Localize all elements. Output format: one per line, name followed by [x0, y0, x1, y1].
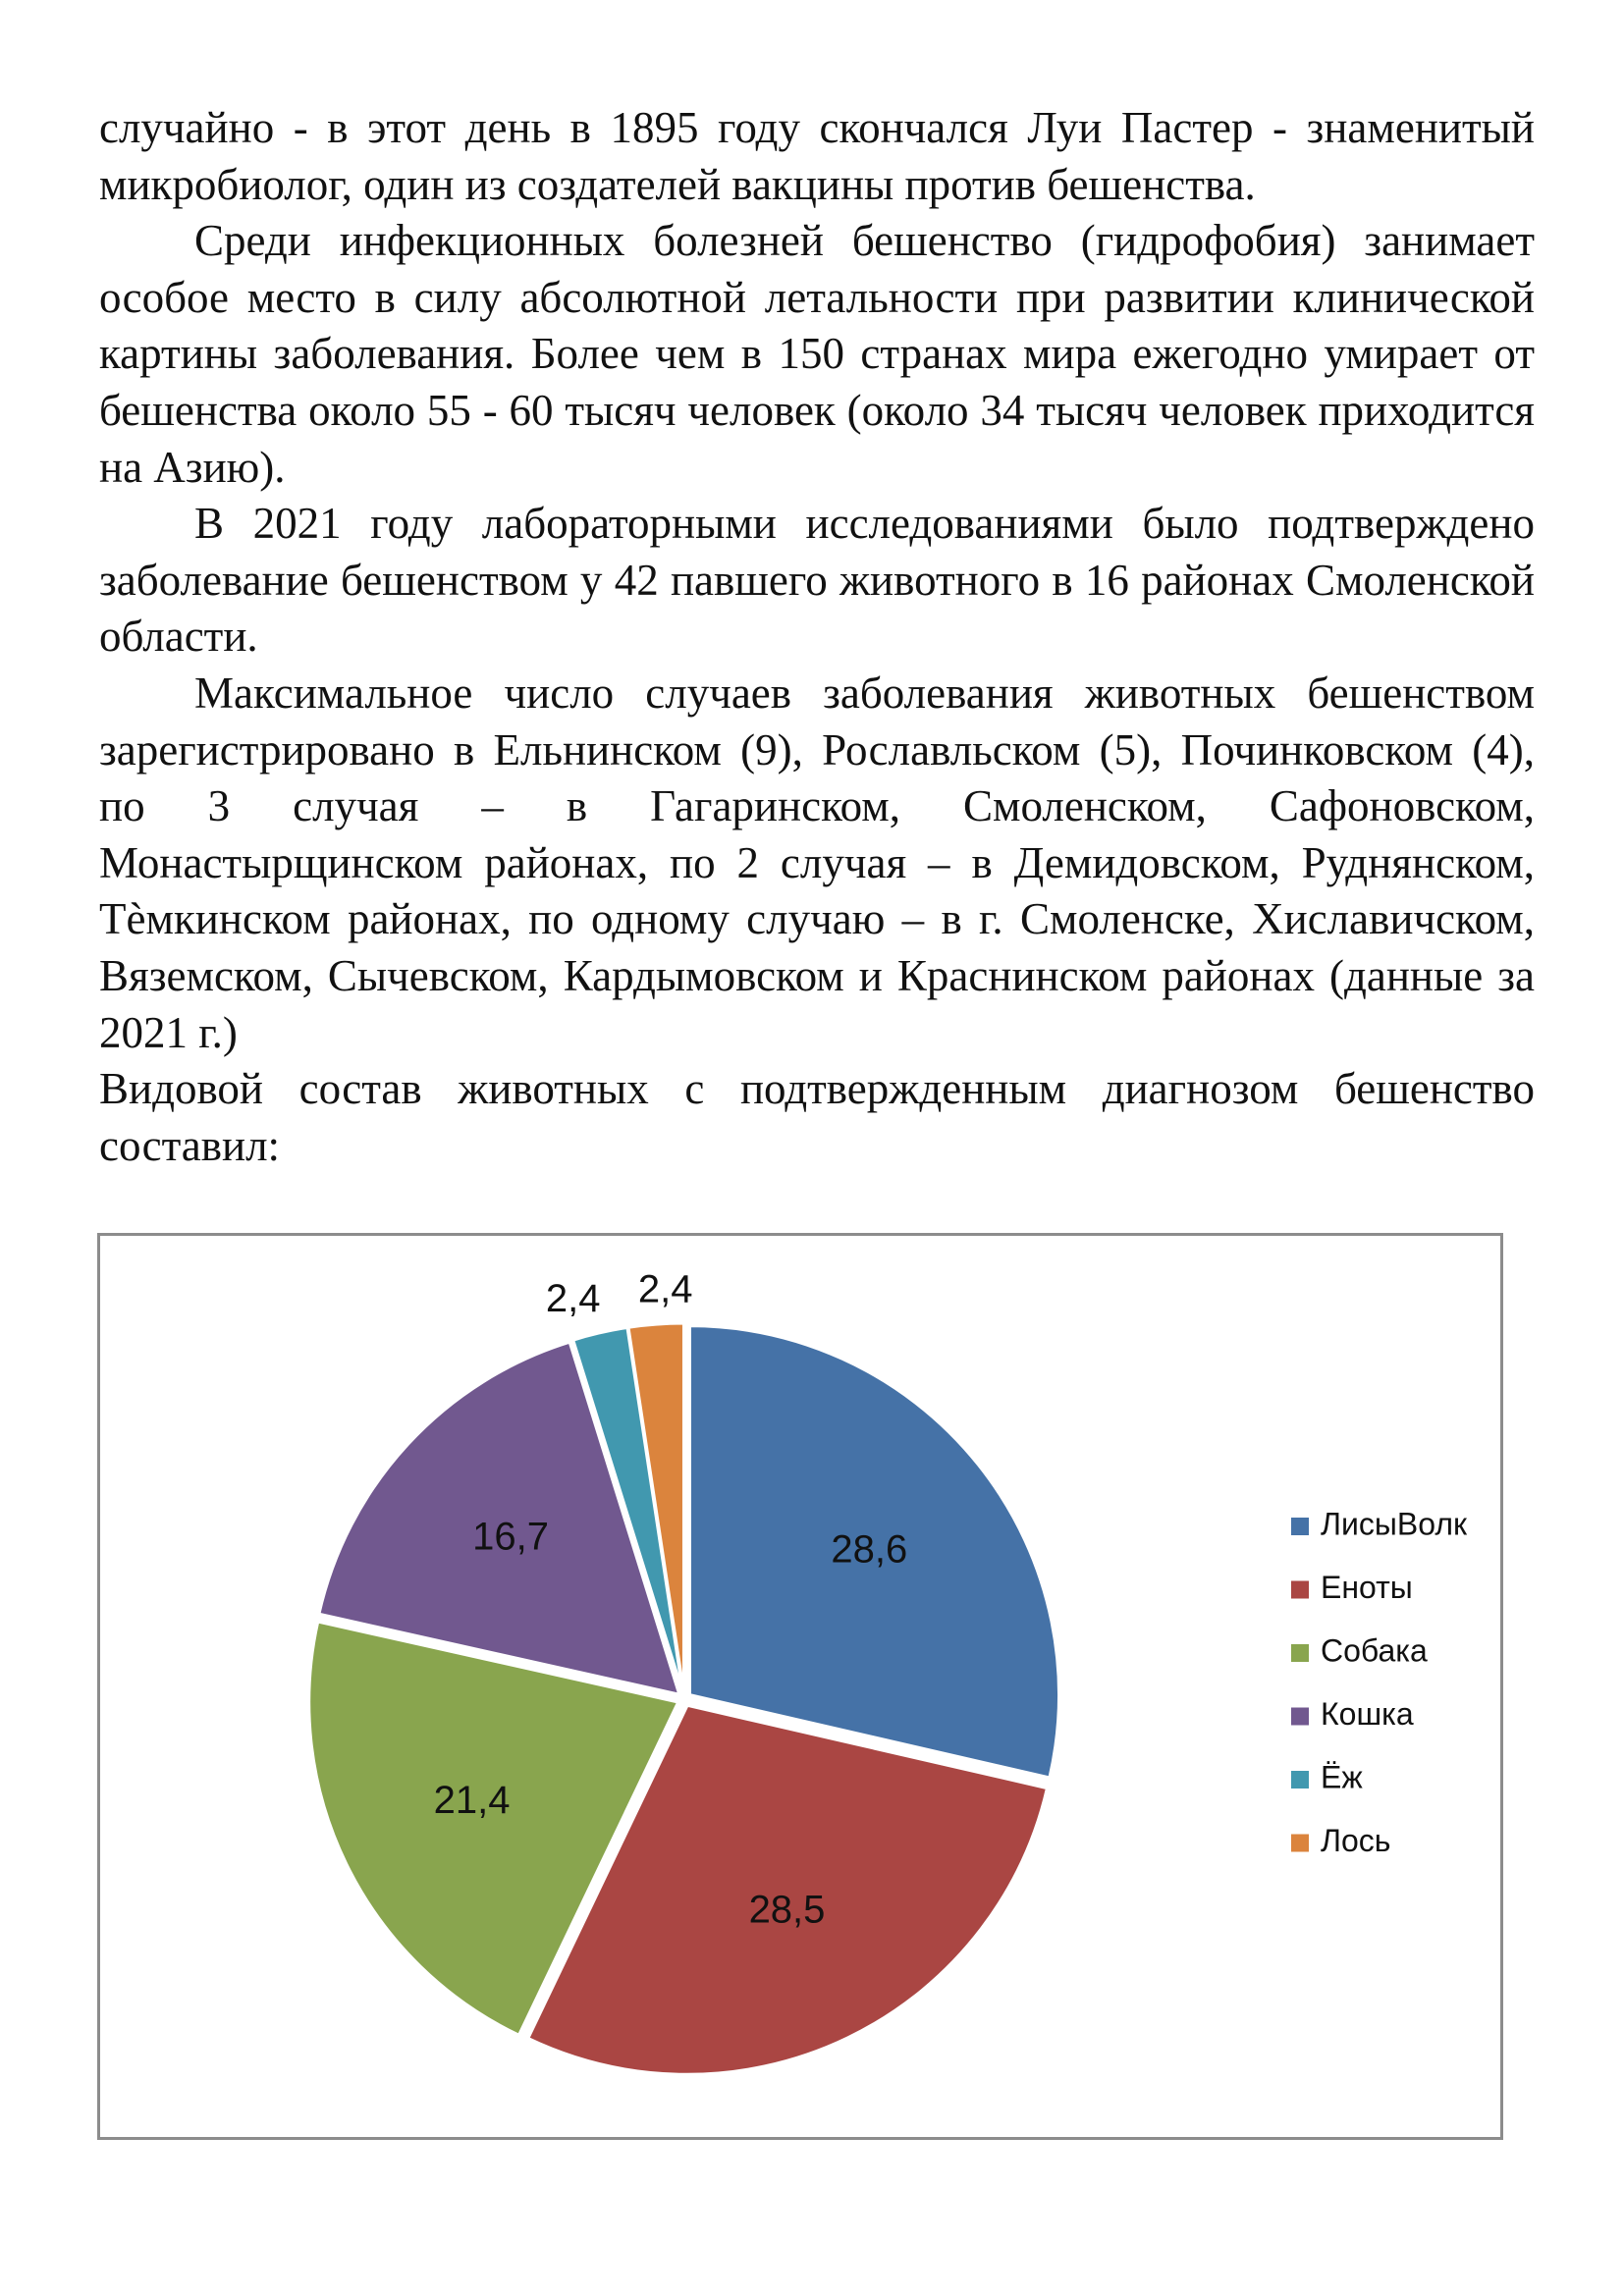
- legend-label-5: Ёж: [1321, 1759, 1363, 1795]
- paragraph-2021-cases: В 2021 году лабораторными исследованиями было подтверждено заболевание бешенством у 42 павшего животного в 16 районах Смоленской области.: [99, 499, 1535, 662]
- legend-swatch-6: [1291, 1835, 1309, 1852]
- pie-value-label-1: 28,6: [831, 1527, 908, 1572]
- pie-chart-svg: [100, 1236, 1500, 2137]
- paragraph-pasteur: случайно - в этот день в 1895 году скончался Луи Пастер - знаменитый микробиолог, один из создателей вакцины против бешенства.: [99, 103, 1535, 209]
- legend-swatch-2: [1291, 1581, 1309, 1599]
- pie-value-label-5: 2,4: [545, 1277, 601, 1321]
- legend-label-6: Лось: [1321, 1822, 1391, 1858]
- legend-swatch-4: [1291, 1708, 1309, 1726]
- paragraph-species-intro: Видовой состав животных с подтвержденным диагнозом бешенство составил:: [99, 1064, 1535, 1170]
- legend-label-1: ЛисыВолк: [1321, 1506, 1467, 1542]
- legend-swatch-1: [1291, 1518, 1309, 1535]
- legend-swatch-3: [1291, 1644, 1309, 1662]
- pie-value-label-3: 21,4: [433, 1778, 511, 1822]
- pie-value-label-6: 2,4: [637, 1267, 693, 1311]
- pie-value-label-2: 28,5: [748, 1888, 826, 1932]
- legend-swatch-5: [1291, 1771, 1309, 1789]
- document-body: [99, 100, 1535, 1174]
- paragraph-hydrophobia: Среди инфекционных болезней бешенство (гидрофобия) занимает особое место в силу абсолютной летальности при развитии клинической картины заболевания. Более чем в 150 странах мира ежегодно умирает от бешенства около 55 - 60 тысяч человек (около 34 тысяч человек приходится на Азию).: [99, 216, 1535, 492]
- legend-label-2: Еноты: [1321, 1569, 1413, 1605]
- pie-value-label-4: 16,7: [472, 1515, 549, 1559]
- legend-label-3: Собака: [1321, 1632, 1428, 1669]
- legend-label-4: Кошка: [1321, 1695, 1414, 1732]
- paragraph-districts: Максимальное число случаев заболевания животных бешенством зарегистрировано в Ельнинском (9), Рославльском (5), Починковском (4), по 3 случая – в Гагаринском, Смоленском, Сафоновском, Монастырщинском районах, по 2 случая – в Демидовском, Руднянском, Тѐмкинском районах, по одному случаю – в г. Смоленске, Хиславичском, Вяземском, Сычевском, Кардымовском и Краснинском районах (данные за 2021 г.): [99, 667, 1535, 1057]
- pie-chart: [97, 1233, 1503, 2140]
